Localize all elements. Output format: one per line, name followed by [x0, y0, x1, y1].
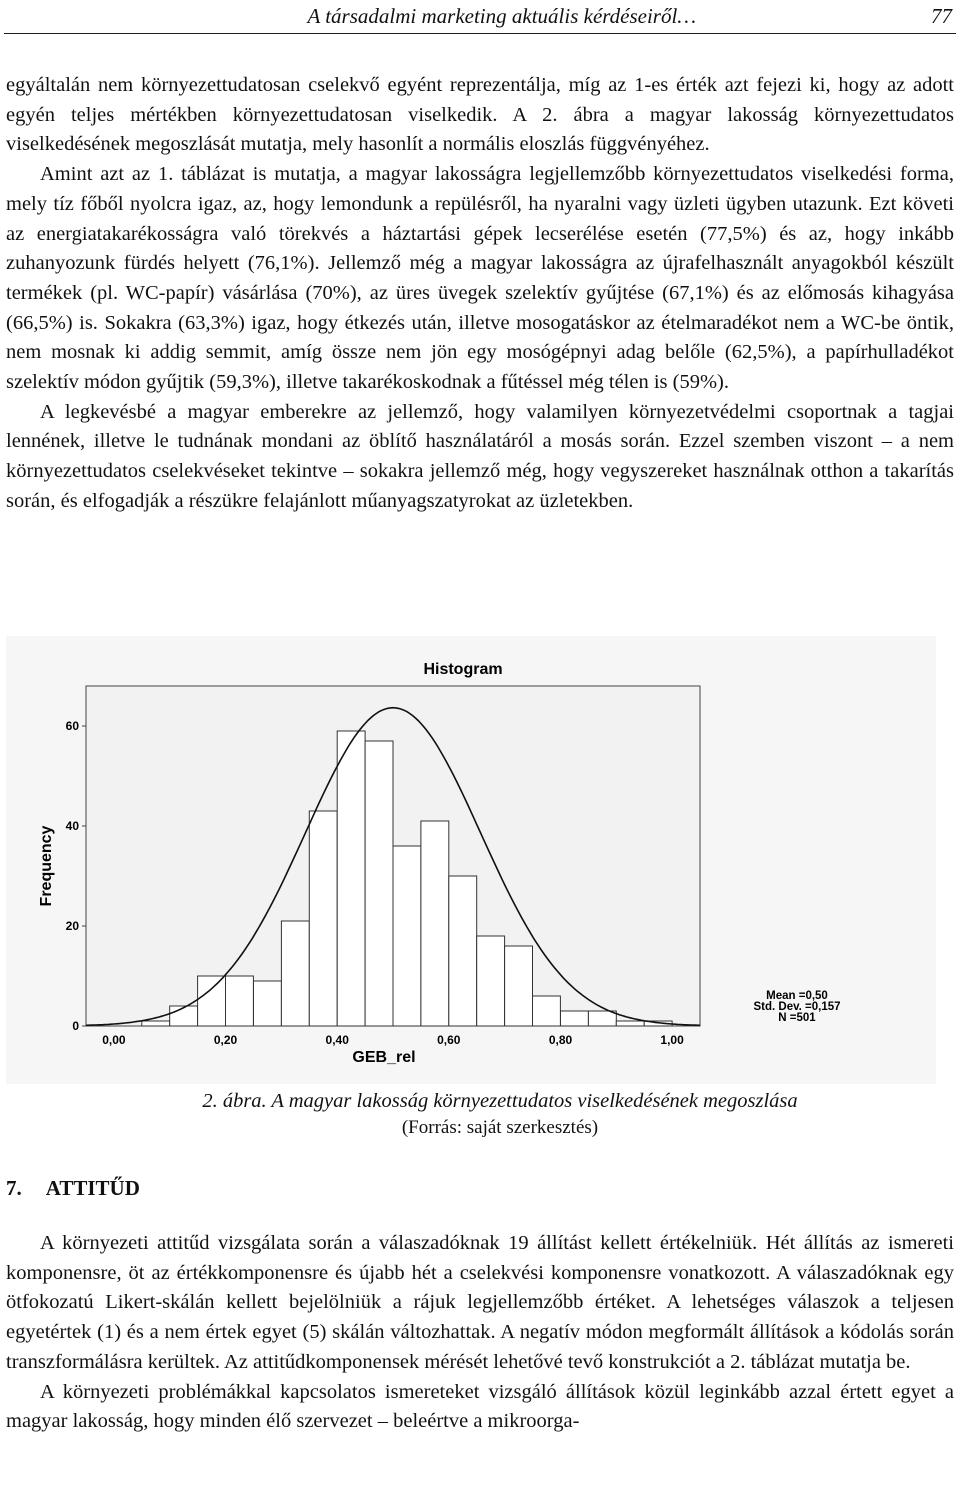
y-axis-label: Frequency — [38, 825, 55, 907]
histogram-bar — [337, 731, 365, 1026]
body-text-bottom — [6, 1229, 954, 1437]
running-title: A társadalmi marketing aktuális kérdéseiről… — [307, 4, 696, 28]
y-tick-label: 60 — [65, 719, 79, 733]
x-tick-label: 0,00 — [102, 1033, 126, 1047]
x-tick-label: 0,20 — [213, 1033, 238, 1047]
x-axis-label: GEB_rel — [352, 1049, 416, 1066]
histogram-bar — [309, 811, 337, 1026]
histogram-bar — [533, 996, 561, 1026]
chart-title: Histogram — [423, 661, 503, 678]
body-text-top — [6, 71, 954, 517]
page-header — [0, 0, 960, 34]
figure-caption — [0, 1090, 960, 1139]
section-number: 7. — [6, 1176, 22, 1200]
histogram-bar — [477, 936, 505, 1026]
stats-box — [753, 990, 840, 1024]
paragraph: Amint azt az 1. táblázat is mutatja, a magyar lakosságra legjellemzőbb környezettudatos viselkedési forma, mely tíz főből nyolcra igaz, az, hogy lemondunk a repülésről, ha nyaralni vagy üzleti ügyben utazunk. Ezt követi az energiatakarékosságra való törekvés a háztartási gépek lecserélése esetén (77,5%) és az, hogy inkább zuhanyozunk fürdés helyett (76,1%). Jellemző még a magyar lakosságra az újrafelhasznált anyagokból készült termékek (pl. WC-papír) vásárlása (70%), az üres üvegek szelektív gyűjtése (67,1%) és az előmosás kihagyása (66,5%) is. Sokakra (63,3%) igaz, hogy étkezés után, illetve mosogatáskor az ételmaradékot nem a WC-be öntik, nem mosnak ki addig semmit, amíg össze nem jön egy mosógépnyi adag belőle (62,5%), a papírhulladékot szelektív módon gyűjtik (59,3%), illetve takarékoskodnak a fűtéssel még télen is (59%). — [6, 163, 954, 394]
section-heading — [6, 1176, 164, 1201]
stats-sd: Std. Dev. =0,157 — [753, 1001, 841, 1013]
histogram-bar — [393, 846, 421, 1026]
histogram-bar — [170, 1006, 198, 1026]
histogram-bar — [505, 946, 533, 1026]
histogram-bar — [226, 976, 254, 1026]
y-tick-label: 0 — [72, 1019, 79, 1033]
x-tick-label: 0,80 — [548, 1033, 573, 1047]
y-tick-label: 20 — [65, 919, 79, 933]
y-tick-label: 40 — [65, 819, 79, 833]
histogram-bar — [449, 876, 477, 1026]
histogram-bar — [421, 821, 449, 1026]
header-rule — [4, 33, 956, 34]
histogram-bar — [616, 1021, 644, 1026]
histogram-bar — [281, 921, 309, 1026]
histogram-bar — [365, 741, 393, 1026]
histogram-bar — [588, 1011, 616, 1026]
section-title: ATTITŰD — [45, 1176, 140, 1200]
histogram-figure — [6, 636, 936, 1084]
paragraph: A környezeti attitűd vizsgálata során a válaszadóknak 19 állítást kellett értékelniük. Hét állítás az ismereti komponensre, öt az értékkomponensre és újabb hét a cselekvési komponensre vonatkozott. A válaszadóknak egy ötfokozatú Likert-skálán kellett bejelölniük a rájuk legjellemzőbb értéket. A lehetséges válaszok a teljesen egyetértek (1) és a nem értek egyet (5) skálán változhattak. A negatív módon megformált állítások a kódolás során transzformálásra kerültek. Az attitűdkomponensek mérését lehetővé tevő konstrukciót a 2. táblázat mutatja be. — [6, 1232, 954, 1373]
histogram-chart — [6, 636, 936, 1084]
paragraph: egyáltalán nem környezettudatosan cselekvő egyént reprezentálja, míg az 1-es érték azt fejezi ki, hogy az adott egyén teljes mértékben környezettudatosan viselkedik. A 2. ábra a magyar lakosság környezettudatos viselkedésének megoszlását mutatja, mely hasonlít a normális eloszlás függvényéhez. — [6, 74, 954, 156]
page-number: 77 — [931, 4, 952, 28]
histogram-bar — [561, 1011, 589, 1026]
paragraph: A környezeti problémákkal kapcsolatos ismereteket vizsgáló állítások közül leginkább azzal értett egyet a magyar lakosság, hogy minden élő szervezet – beleértve a mikroorga- — [6, 1380, 954, 1433]
caption-title: 2. ábra. A magyar lakosság környezettudatos viselkedésének megoszlása — [202, 1090, 798, 1112]
x-tick-label: 1,00 — [660, 1033, 684, 1047]
x-tick-label: 0,40 — [325, 1033, 349, 1047]
histogram-bar — [254, 981, 282, 1026]
paragraph: A legkevésbé a magyar emberekre az jellemző, hogy valamilyen környezetvédelmi csoportnak a tagjai lennének, illetve le tudnának mondani az öblítő használatáról a mosás során. Ezzel szemben viszont – a nem környezettudatos cselekvéseket tekintve – sokakra jellemző még, hogy vegyszereket használnak otthon a takarítás során, és elfogadják a részükre felajánlott műanyagszatyrokat az üzletekben. — [6, 400, 954, 512]
x-tick-label: 0,60 — [437, 1033, 461, 1047]
histogram-bar — [198, 976, 226, 1026]
stats-mean: Mean =0,50 — [766, 990, 828, 1002]
stats-n: N =501 — [778, 1012, 816, 1024]
histogram-bar — [142, 1021, 170, 1026]
caption-source: (Forrás: saját szerkesztés) — [401, 1117, 599, 1138]
